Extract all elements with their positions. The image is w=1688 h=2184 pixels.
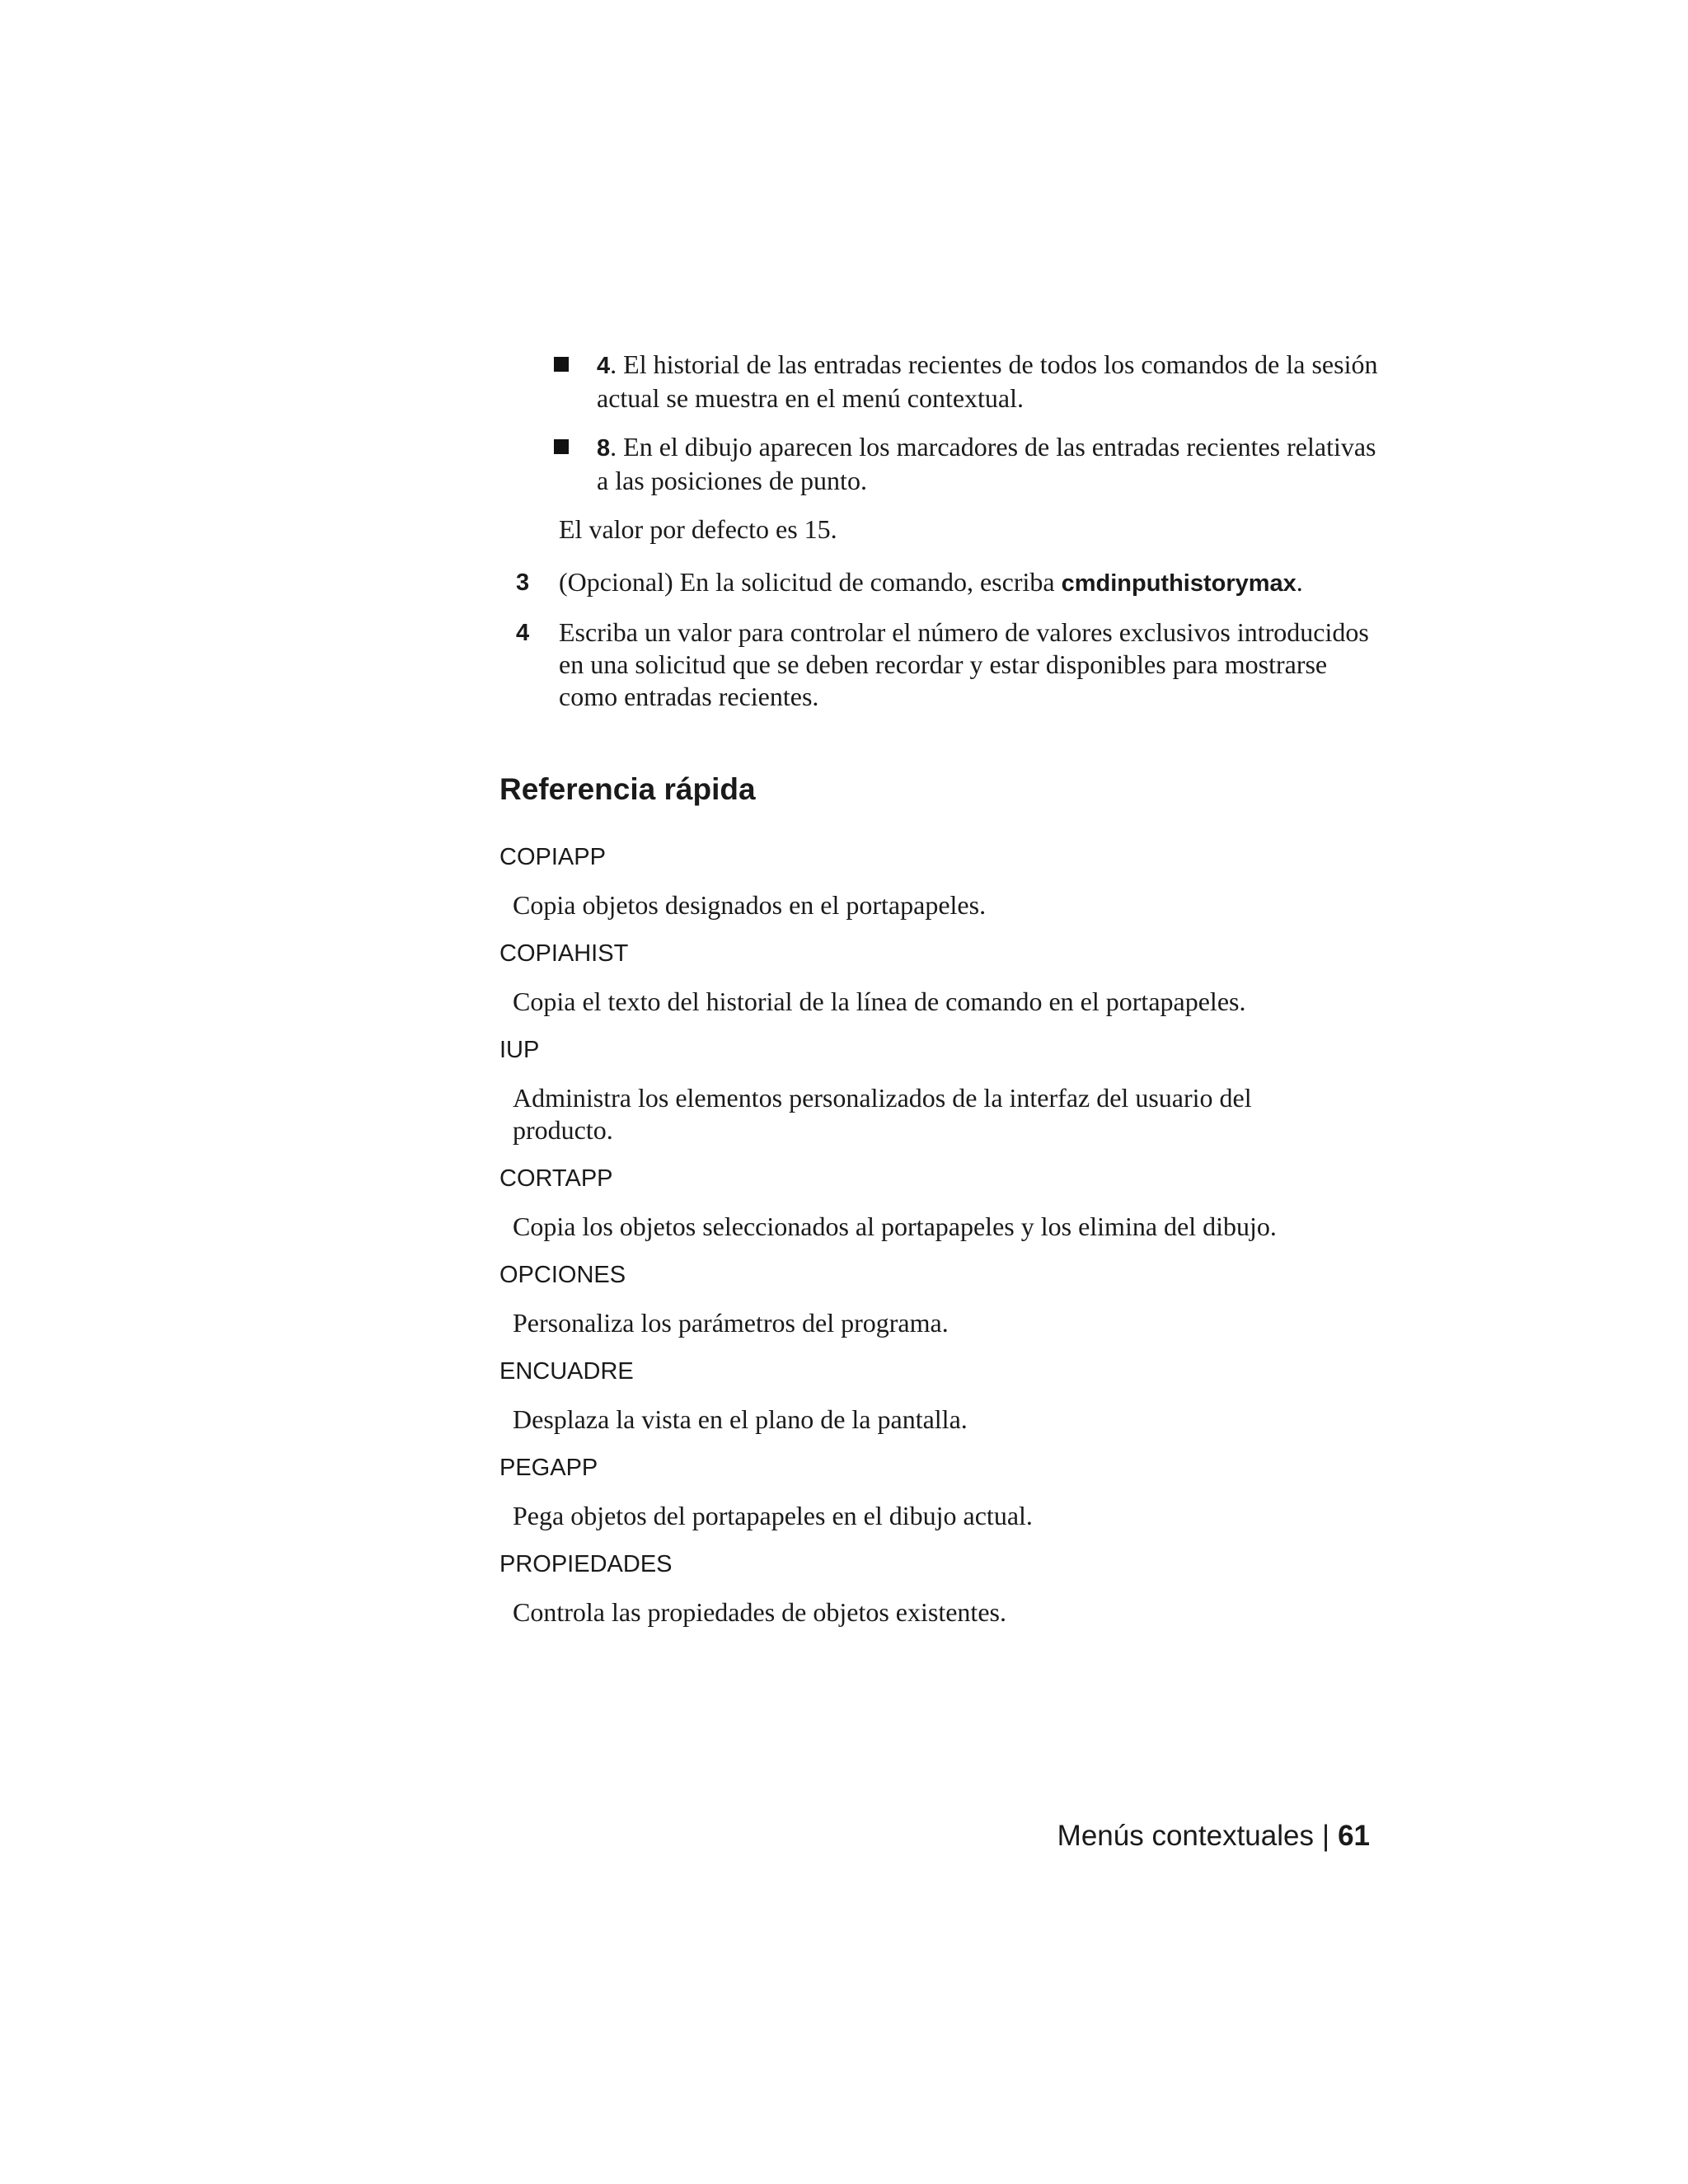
default-value-text: El valor por defecto es 15.	[559, 514, 837, 544]
command-description: Desplaza la vista en el plano de la pantalla.	[513, 1404, 968, 1434]
square-bullet-icon	[554, 439, 569, 454]
step-number: 3	[516, 569, 530, 596]
command-name: CORTAPP	[499, 1165, 613, 1192]
command-name: PROPIEDADES	[499, 1551, 673, 1577]
step-text-after: .	[1296, 567, 1303, 597]
quick-reference-entry	[499, 1035, 1406, 1146]
quick-reference-entry	[499, 1549, 1406, 1629]
bullet-number: 4	[597, 353, 611, 379]
footer-section-title: Menús contextuales	[1057, 1820, 1314, 1852]
quick-reference-entry	[499, 842, 1406, 921]
bullet-text	[597, 431, 1380, 497]
footer-separator: |	[1321, 1820, 1330, 1852]
quick-reference-entry	[499, 939, 1406, 1018]
quick-reference-entry	[499, 1357, 1406, 1436]
command-description: Copia el texto del historial de la línea de comando en el portapapeles.	[513, 987, 1246, 1016]
command-description: Copia los objetos seleccionados al portapapeles y los elimina del dibujo.	[513, 1212, 1277, 1241]
step-text: Escriba un valor para controlar el número de valores exclusivos introducidos en una solicitud que se deben recordar y estar disponibles para mostrarse como entradas recientes.	[559, 617, 1369, 711]
page-footer	[1057, 1819, 1370, 1854]
quick-reference-entry	[499, 1164, 1406, 1243]
command-name: OPCIONES	[499, 1262, 626, 1288]
step-number: 4	[516, 620, 530, 646]
quick-reference-list	[499, 842, 1406, 1646]
bullet-body: . En el dibujo aparecen los marcadores de las entradas recientes relativas a las posiciones de punto.	[597, 432, 1376, 495]
command-description: Controla las propiedades de objetos existentes.	[513, 1597, 1006, 1627]
bullet-number: 8	[597, 435, 611, 462]
command-name: cmdinputhistorymax	[1061, 570, 1296, 597]
command-description: Personaliza los parámetros del programa.	[513, 1308, 949, 1338]
bullet-text	[597, 349, 1380, 415]
square-bullet-icon	[554, 357, 569, 372]
step-text	[559, 566, 1391, 600]
command-name: ENCUADRE	[499, 1358, 634, 1385]
page-number: 61	[1338, 1820, 1370, 1852]
command-name: IUP	[499, 1037, 540, 1063]
command-description: Administra los elementos personalizados de la interfaz del usuario del producto.	[513, 1083, 1252, 1145]
command-name: PEGAPP	[499, 1455, 598, 1481]
quick-reference-entry	[499, 1260, 1406, 1339]
bullet-body: . El historial de las entradas recientes de todos los comandos de la sesión actual se muestra en el menú contextual.	[597, 349, 1378, 413]
command-description: Pega objetos del portapapeles en el dibujo actual.	[513, 1501, 1033, 1530]
command-name: COPIAPP	[499, 844, 606, 870]
quick-reference-entry	[499, 1453, 1406, 1532]
command-description: Copia objetos designados en el portapapeles.	[513, 890, 987, 920]
section-heading: Referencia rápida	[499, 772, 756, 806]
step-text-before: (Opcional) En la solicitud de comando, escriba	[559, 567, 1062, 597]
command-name: COPIAHIST	[499, 940, 629, 967]
